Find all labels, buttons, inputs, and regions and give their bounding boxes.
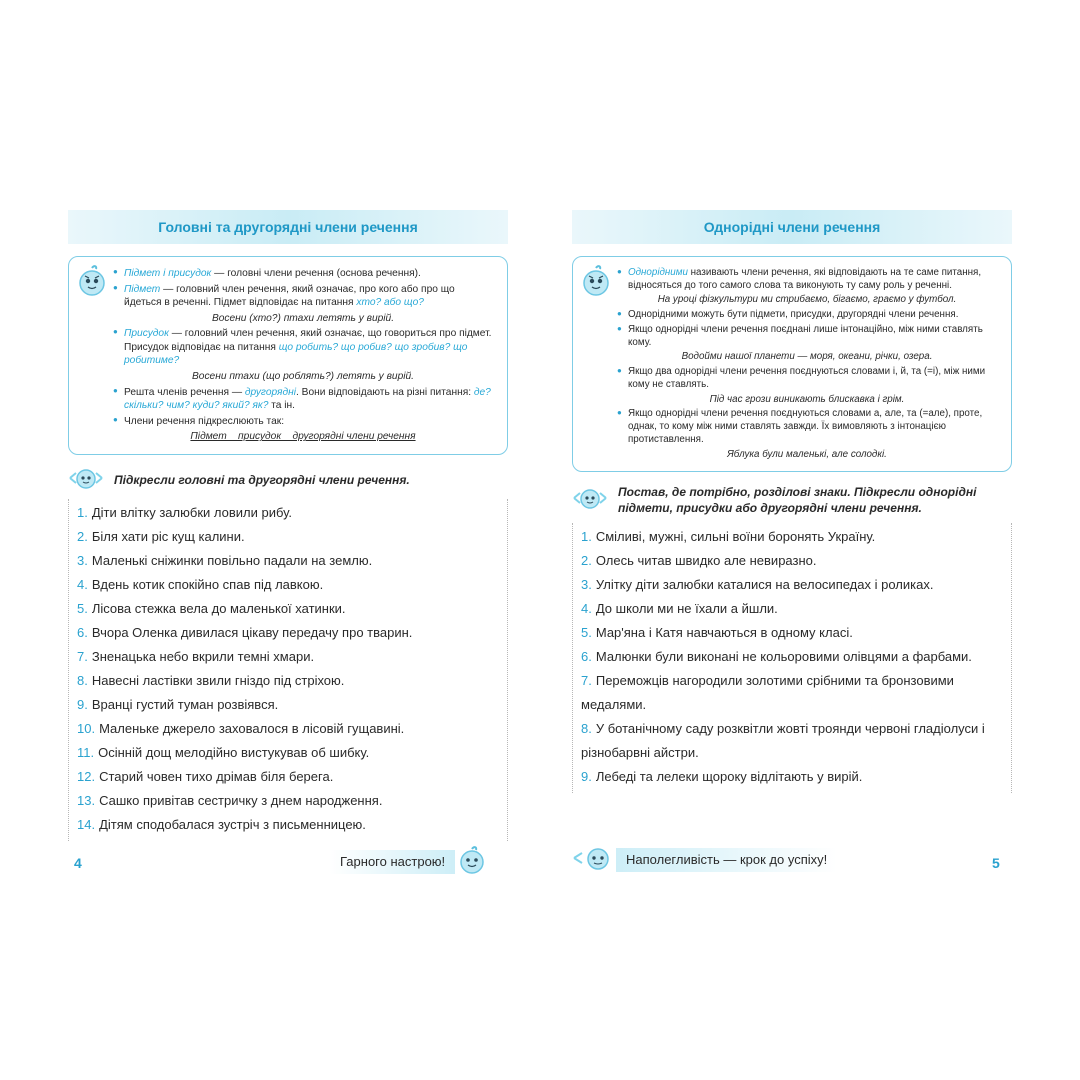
list-item: 3. Улітку діти залюбки каталися на велосипедах і роликах. [581, 576, 934, 592]
mascot-icon [77, 265, 107, 302]
rule-item: ● Підмет — головний член речення, який означає, про кого або про що йдеться в реченні. Підмет відповідає на питання хто? або що? [113, 283, 493, 310]
task-instruction: Постав, де потрібно, розділові знаки. Підкресли однорідні підмети, присудки або другорядні члени речення. [572, 484, 1012, 516]
list-item: 14. Дітям сподобалася зустріч з письменницею. [77, 816, 366, 832]
page-number: 4 [74, 855, 82, 871]
list-item: 3. Маленькі сніжинки повільно падали на землю. [77, 552, 373, 568]
mascot-icon [572, 487, 608, 513]
footer-text: Гарного настрою! [330, 850, 455, 874]
list-item: 6. Малюнки були виконані не кольоровими олівцями а фарбами. [581, 648, 972, 664]
list-item: 2. Біля хати ріс кущ калини. [77, 528, 245, 544]
list-item: 13. Сашко привітав сестричку з днем народження. [77, 792, 383, 808]
footer-text: Наполегливість — крок до успіху! [616, 848, 837, 872]
mascot-icon [581, 265, 611, 302]
list-item: 1. Діти влітку залюбки ловили рибу. [77, 504, 292, 520]
rule-item: ● Підмет і присудок — головні члени речення (основа речення). [113, 267, 493, 281]
rule-box [68, 256, 508, 455]
list-item: 12. Старий човен тихо дрімав біля берега. [77, 768, 334, 784]
mascot-icon [68, 467, 104, 493]
task-instruction: Підкресли головні та другорядні члени речення. [68, 467, 508, 493]
rule-item: ● Якщо однорідні члени речення поєднані лише інтонаційно, між ними ставлять кому. [617, 324, 997, 349]
rule-box [572, 256, 1012, 472]
list-item: 6. Вчора Оленка дивилася цікаву передачу про тварин. [77, 624, 413, 640]
list-item: 11. Осінній дощ мелодійно вистукував об шибку. [77, 744, 370, 760]
rule-example: Водойми нашої планети — моря, океани, річки, озера. [681, 351, 933, 363]
page-footer [330, 845, 489, 878]
rule-item: ● Однорідними можуть бути підмети, присудки, другорядні члени речення. [617, 309, 997, 322]
rule-example: Яблука були маленькі, але солодкі. [727, 448, 887, 460]
list-item: 8. У ботанічному саду розквітли жовті троянди червоні гладіолуси і різнобарвні айстри. [581, 720, 985, 760]
page-footer [572, 845, 837, 874]
list-item: 10. Маленьке джерело заховалося в лісовій гущавині. [77, 720, 405, 736]
list-item: 5. Мар'яна і Катя навчаються в одному класі. [581, 624, 853, 640]
mascot-icon [455, 845, 489, 878]
page-number: 5 [992, 855, 1000, 871]
list-item: 7. Переможців нагородили золотими срібними та бронзовими медалями. [581, 672, 954, 712]
list-item: 7. Зненацька небо вкрили темні хмари. [77, 648, 315, 664]
rule-item: ● Члени речення підкреслюють так: [113, 415, 493, 429]
mascot-icon [572, 845, 616, 874]
exercise-list [572, 523, 1012, 793]
list-item: 5. Лісова стежка вела до маленької хатинки. [77, 600, 346, 616]
left-page [68, 210, 508, 841]
rule-item: ● Однорідними називають члени речення, які відповідають на те саме питання, відносяться до того самого слова та виконують ту саму роль у реченні. [617, 267, 997, 292]
rule-item: ● Якщо два однорідні члени речення поєднуються словами і, й, та (=і), між ними кому не ставлять. [617, 366, 997, 391]
list-item: 1. Сміливі, мужні, сильні воїни боронять Україну. [581, 528, 876, 544]
rule-example: Восени птахи (що роблять?) летять у вирій. [192, 370, 414, 382]
list-item: 4. До школи ми не їхали а йшли. [581, 600, 778, 616]
exercise-list [68, 499, 508, 841]
list-item: 8. Навесні ластівки звили гніздо під стріхою. [77, 672, 345, 688]
rule-item: ● Присудок — головний член речення, який означає, що говориться про підмет. Присудок відповідає на питання що робить? що робив? що зробив? що робитиме? [113, 327, 493, 368]
page-title: Однорідні члени речення [572, 210, 1012, 244]
rule-item: ● Решта членів речення — другорядні. Вони відповідають на різні питання: де? скільки? чим? куди? який? як? та ін. [113, 386, 493, 413]
rule-example: Восени (хто?) птахи летять у вирій. [211, 312, 395, 324]
right-page [572, 210, 1012, 793]
rule-example: На уроці фізкультури ми стрибаємо, бігаємо, граємо у футбол. [657, 294, 957, 306]
underline-legend: Підмет присудок другорядні члени речення [190, 431, 416, 443]
rule-example: Під час грози виникають блискавка і грім. [709, 393, 905, 405]
list-item: 9. Вранці густий туман розвіявся. [77, 696, 279, 712]
page-title: Головні та другорядні члени речення [68, 210, 508, 244]
list-item: 9. Лебеді та лелеки щороку відлітають у вирій. [581, 768, 863, 784]
list-item: 2. Олесь читав швидко але невиразно. [581, 552, 817, 568]
list-item: 4. Вдень котик спокійно спав під лавкою. [77, 576, 324, 592]
rule-item: ● Якщо однорідні члени речення поєднуються словами а, але, та (=але), проте, однак, то кому між ними ставлять завжди. Їх вимовляють з інтонацією протиставлення. [617, 408, 997, 446]
